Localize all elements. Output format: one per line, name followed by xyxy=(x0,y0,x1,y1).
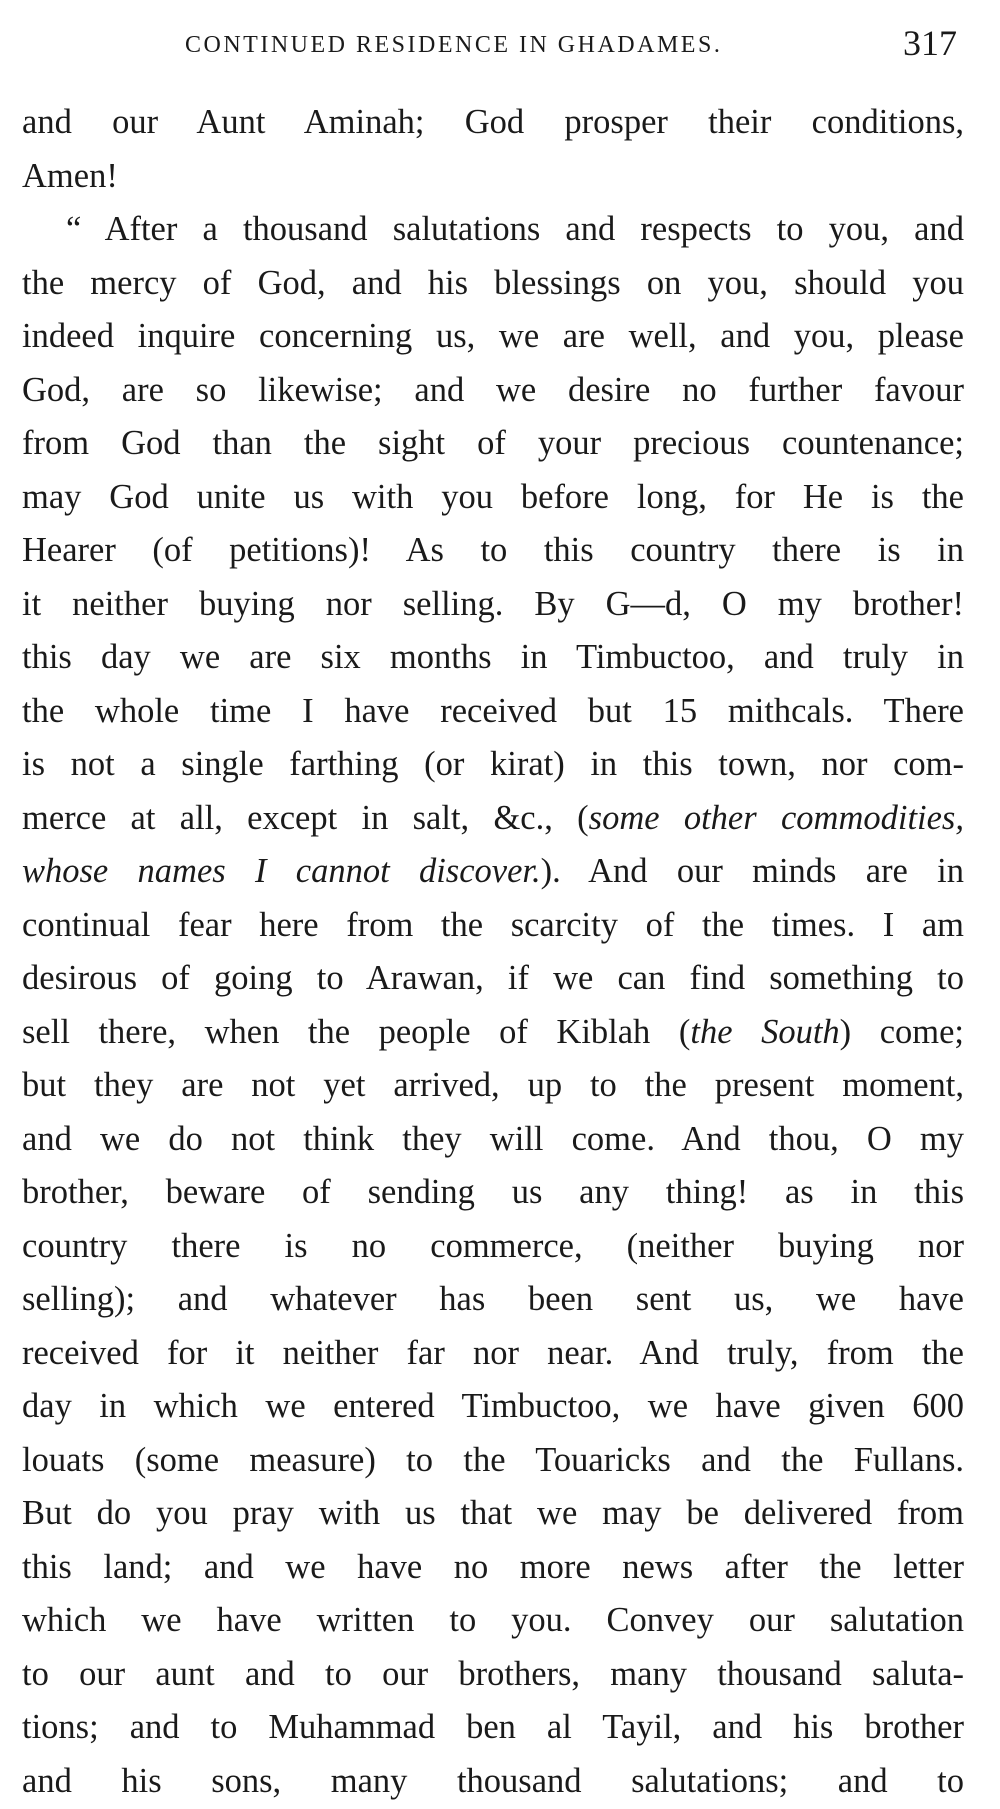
text-line: day in which we entered Timbuctoo, we have given 600 xyxy=(22,1387,964,1425)
text-line: which we have written to you. Convey our salutation xyxy=(22,1601,964,1639)
text-line: the whole time I have received but 15 mithcals. There xyxy=(22,691,964,730)
text-line: it neither buying nor selling. By G—d, O my brother! xyxy=(22,584,964,623)
text-line xyxy=(22,845,964,899)
text-line: continual fear here from the scarcity of the times. I am xyxy=(22,905,964,944)
text-line: God, are so likewise; and we desire no further favour xyxy=(22,370,964,409)
text-line: brother, beware of sending us any thing! as in this xyxy=(22,1173,964,1211)
text-line: is not a single farthing (or kirat) in this town, nor com- xyxy=(22,745,964,783)
text-line: Amen! xyxy=(22,156,118,195)
text-line: But do you pray with us that we may be delivered from xyxy=(22,1494,964,1532)
text-line: Hearer (of petitions)! As to this country there is in xyxy=(22,531,964,569)
italic-text-segment: some other commodities, xyxy=(588,798,964,837)
text-segment: ). And our minds are in xyxy=(540,852,964,890)
text-line: received for it neither far nor near. And truly, from the xyxy=(22,1333,964,1372)
page-number: 317 xyxy=(903,23,957,63)
italic-text-segment: whose names I cannot discover. xyxy=(22,852,541,890)
text-segment: merce at all, except in salt, &c., ( xyxy=(22,798,589,837)
text-line: and our Aunt Aminah; God prosper their conditions, xyxy=(22,103,964,141)
text-line: country there is no commerce, (neither buying nor xyxy=(22,1226,964,1265)
text-line: from God than the sight of your precious countenance; xyxy=(22,424,964,462)
text-line xyxy=(22,792,964,846)
text-line: this day we are six months in Timbuctoo, and truly in xyxy=(22,638,964,676)
text-line: and we do not think they will come. And thou, O my xyxy=(22,1119,964,1158)
text-line: this land; and we have no more news after the letter xyxy=(22,1547,964,1586)
text-segment: ) come; xyxy=(839,1012,964,1051)
text-line: the mercy of God, and his blessings on you, should you xyxy=(22,263,964,302)
italic-text-segment: the South xyxy=(690,1012,840,1051)
running-head xyxy=(0,22,1000,72)
text-line: “ After a thousand salutations and respects to you, and xyxy=(66,210,964,248)
running-title: CONTINUED RESIDENCE IN GHADAMES. xyxy=(185,32,723,58)
text-segment: sell there, when the people of Kiblah ( xyxy=(22,1012,691,1051)
text-line: tions; and to Muhammad ben al Tayil, and his brother xyxy=(22,1708,964,1746)
text-line: to our aunt and to our brothers, many thousand saluta- xyxy=(22,1654,964,1693)
body-text xyxy=(22,96,964,1808)
text-line: may God unite us with you before long, for He is the xyxy=(22,477,964,516)
text-line xyxy=(22,1006,964,1060)
text-line: selling); and whatever has been sent us, we have xyxy=(22,1280,964,1318)
text-line: desirous of going to Arawan, if we can find something to xyxy=(22,959,964,997)
text-line: but they are not yet arrived, up to the present moment, xyxy=(22,1066,964,1104)
text-line: and his sons, many thousand salutations; and to xyxy=(22,1761,964,1800)
text-line: louats (some measure) to the Touaricks and the Fullans. xyxy=(22,1440,964,1479)
text-line: indeed inquire concerning us, we are well, and you, please xyxy=(22,317,964,355)
